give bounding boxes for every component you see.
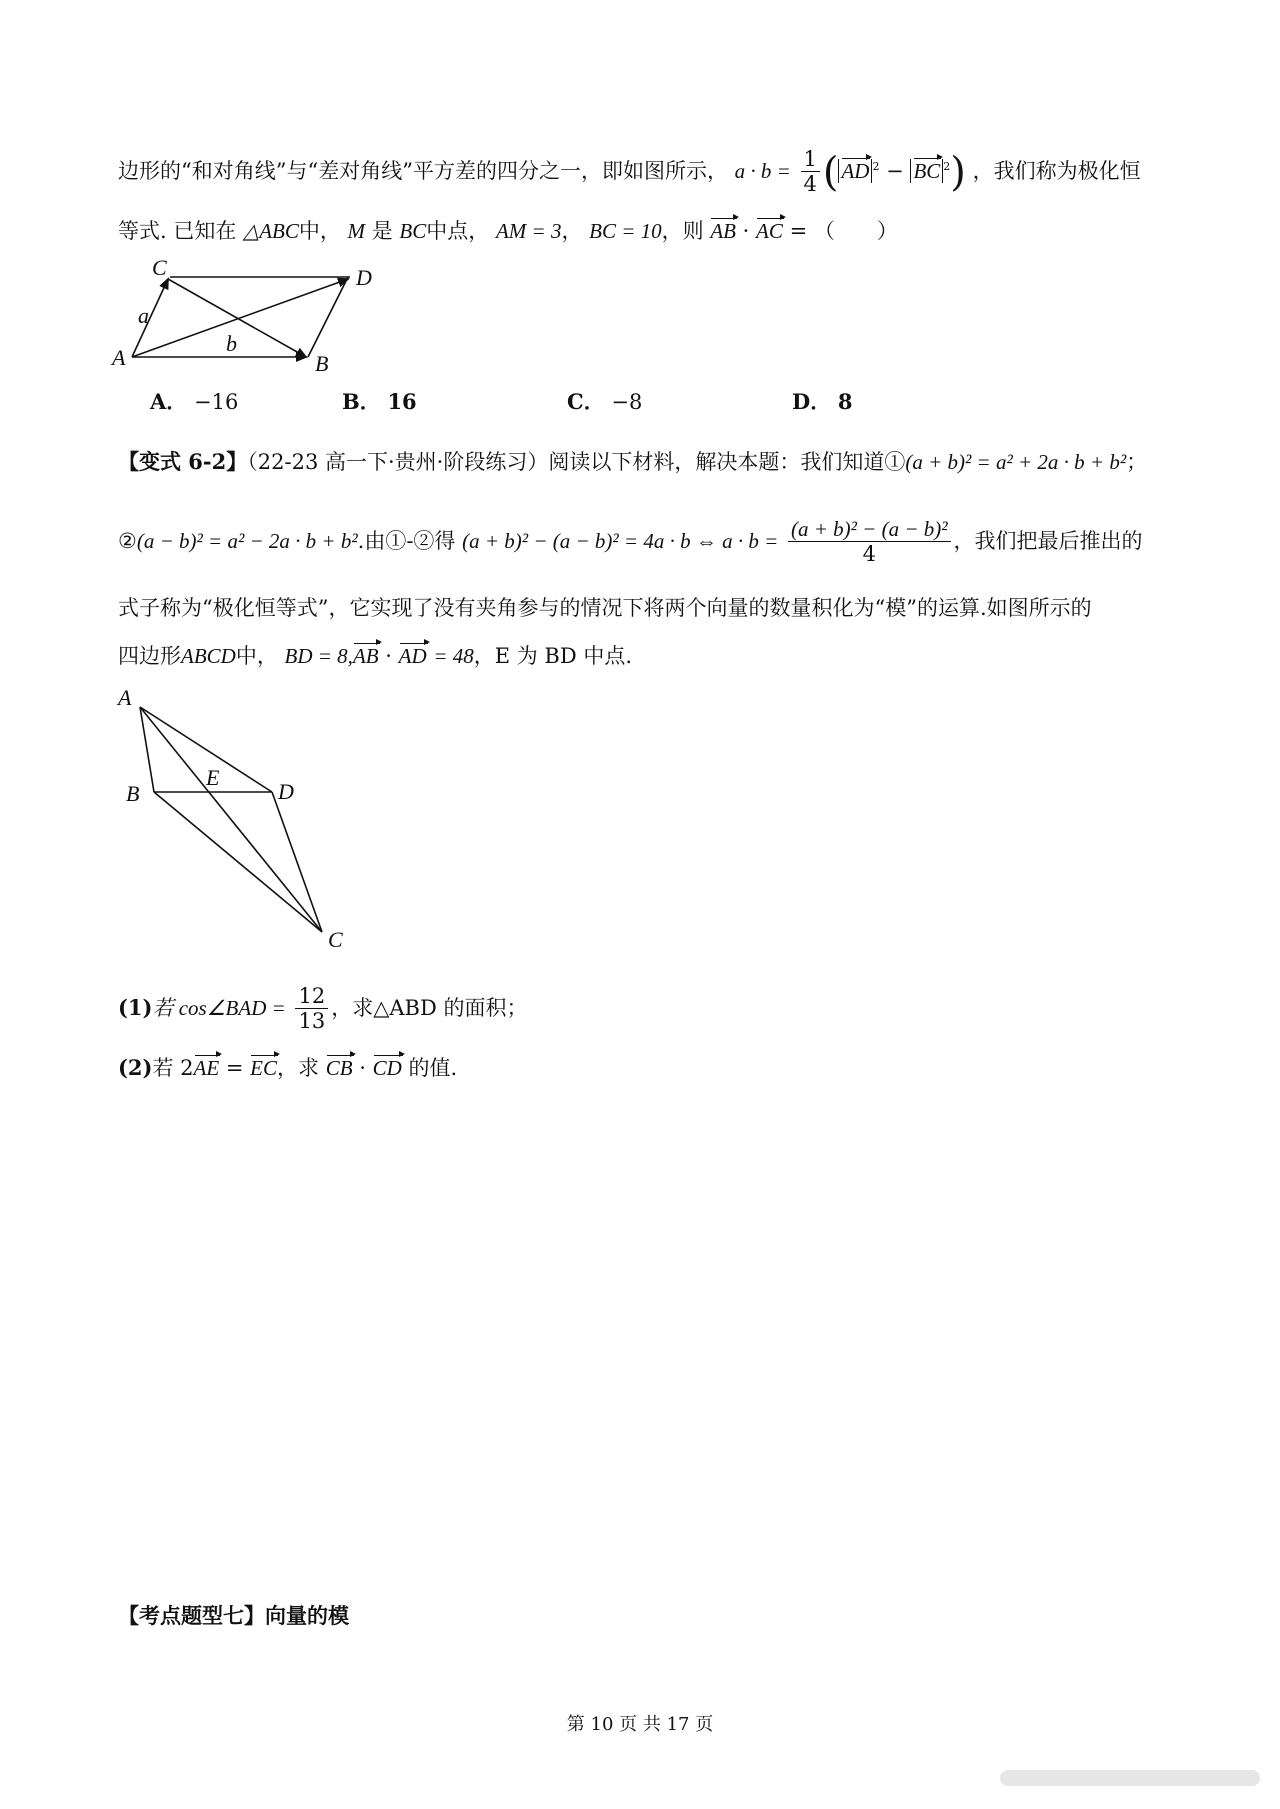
source-info: （22-23 高一下·贵州·阶段练习） bbox=[247, 450, 549, 474]
vector-ae: AE bbox=[193, 1056, 220, 1080]
label-d-vertex: D bbox=[356, 265, 372, 290]
label-a-vertex: A bbox=[112, 345, 126, 370]
label-c-point: C bbox=[328, 927, 343, 950]
vector-ad-2: AD bbox=[398, 644, 427, 668]
label-b-point: B bbox=[126, 781, 140, 806]
variant-tag: 【变式 6-2】 bbox=[118, 449, 248, 474]
label-e-point: E bbox=[206, 765, 220, 790]
vector-bc: BC bbox=[913, 159, 941, 184]
question-2: (2)若 2AE = EC，求 CB · CD 的值. bbox=[118, 1055, 458, 1080]
label-d-point: D bbox=[278, 779, 294, 804]
label-b-vector: b bbox=[226, 331, 237, 356]
quadrilateral-figure bbox=[110, 685, 390, 950]
diagonal-ac bbox=[140, 707, 322, 932]
label-c-vertex: C bbox=[152, 255, 167, 280]
vector-ab-2: AB bbox=[352, 644, 379, 668]
edge-ab bbox=[140, 707, 154, 792]
label-b-vertex: B bbox=[315, 351, 329, 375]
option-c: C． −8 bbox=[567, 389, 643, 414]
vector-ec: EC bbox=[250, 1056, 278, 1080]
vector-ab: AB bbox=[710, 219, 736, 243]
option-b: B． 16 bbox=[342, 389, 417, 414]
option-d: D． 8 bbox=[792, 389, 853, 414]
problem2-line2: ②(a − b)² = a² − 2a · b + b².由①-②得 (a + b)² − (a − b)² = 4a · b ⇔ a · b = $\frac{\text{(a + b)² − (a − b)²}}{4}$ ，我们把最后推出的 bbox=[118, 517, 1143, 567]
identity-1: (a + b)² = a² + 2a · b + b² bbox=[905, 450, 1127, 474]
right-edge bbox=[308, 277, 348, 357]
problem2-line3: 式子称为“极化恒等式”，它实现了没有夹角参与的情况下将两个向量的数量积化为“模”的运算.如图所示的 bbox=[118, 596, 1092, 620]
vector-ac: AC bbox=[756, 219, 783, 243]
polarization-fraction: $\frac{\text{(a + b)² − (a − b)²}}{4}$ bbox=[788, 518, 951, 567]
page-footer: 第 10 页 共 17 页 bbox=[566, 1714, 714, 1735]
cos-fraction: $\frac{12}{13}$ bbox=[295, 985, 328, 1034]
vector-ad: AD bbox=[841, 159, 870, 184]
identity-3: (a + b)² − (a − b)² = 4a · b ⇔ a · b = bbox=[462, 529, 779, 554]
parallelogram-figure bbox=[110, 255, 400, 375]
formula-lhs: a · b = bbox=[734, 159, 791, 184]
label-a-point: A bbox=[118, 685, 132, 710]
problem1-line1: 边形的“和对角线”与“差对角线”平方差的四分之一，即如图所示， a · b = $\frac{1}{4}$ ( AD $^2$ − BC $^2$) ，我们称为极化恒 bbox=[118, 147, 1141, 197]
diagonal-ad bbox=[132, 279, 348, 357]
label-a-vector: a bbox=[138, 303, 149, 328]
diagonal-cb bbox=[168, 279, 306, 357]
problem1-line2: 等式. 已知在 △ABC中， M 是 BC中点， AM = 3， BC = 10，则 AB · AC = （ ） bbox=[118, 219, 898, 243]
vector-cd: CD bbox=[372, 1056, 402, 1080]
quarter-fraction: $\frac{1}{4}$ bbox=[801, 148, 820, 197]
horizontal-scrollbar[interactable] bbox=[1000, 1770, 1260, 1786]
section-title: 【考点题型七】向量的模 bbox=[118, 1603, 349, 1628]
question-1: (1)若 cos∠BAD = $\frac{12}{13}$ ，求△ABD 的面积； bbox=[118, 984, 528, 1034]
problem2-line4: 四边形ABCD中， BD = 8,AB · AD = 48，E 为 BD 中点. bbox=[118, 644, 633, 668]
identity-2: (a − b)² = a² − 2a · b + b² bbox=[136, 529, 358, 554]
option-a: A． −16 bbox=[150, 389, 239, 414]
problem2-line1: 【变式 6-2】（22-23 高一下·贵州·阶段练习）阅读以下材料，解决本题：我们知道①(a + b)² = a² + 2a · b + b²； bbox=[118, 449, 1148, 474]
vector-cb: CB bbox=[325, 1056, 353, 1080]
